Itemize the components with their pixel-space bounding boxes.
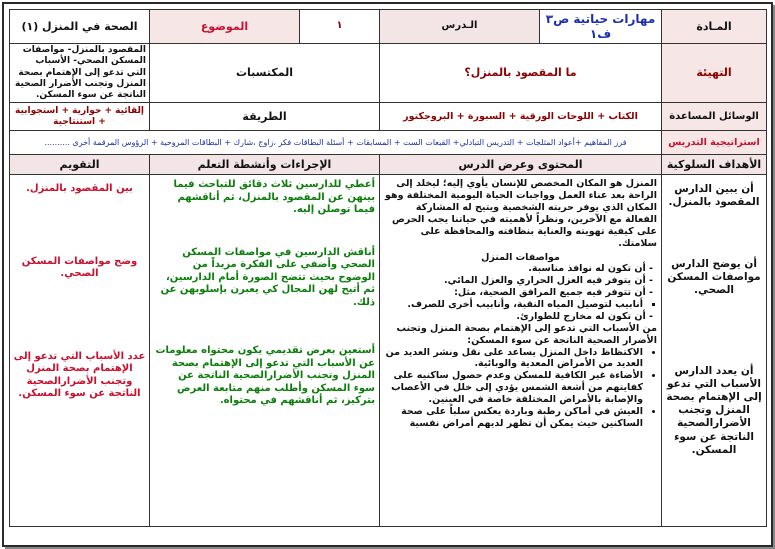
list-item: • الأضاءة غير الكافية للمسكن وعدم حصول ساكنيه على كفايتهم من أشعة الشمس يؤدي إلى خلل في الأعصاب والإصابة بالأمراض المختلفة خاصة في العينين. xyxy=(384,370,643,406)
facilities-list xyxy=(384,299,657,311)
topic-value: الصحة في المنزل (١) xyxy=(10,10,150,44)
strategy-label: استراتيجية التدريس xyxy=(662,131,767,155)
subject-value: مهارات حياتية ص٣ ف١ xyxy=(540,10,662,44)
objective-3: أن يعدد الدارس الأسباب التي تدعو إلى الإهتمام بصحة المنزل وتجنب الأضرارالصحية الناتجة عن سوء المسكن. xyxy=(666,364,762,456)
intro-question: ما المقصود بالمنزل؟ xyxy=(380,44,662,103)
method-label: الطريقة xyxy=(150,103,380,131)
procedure-3: أستعين بعرض تقديمي يكون محتواه معلومات عن الأسباب التي تدعو إلى الإهتمام بصحة المنزل وتجنب الأضرارالصحية الناتجة عن سوء المسكن وأطلب منهم متابعة العرض بتركيز، ثم أناقشهم في محتواه. xyxy=(155,345,375,407)
list-item: - أن تتوفر فيه جميع المرافق الصحية، مثل: xyxy=(384,287,653,299)
col-objectives: الأهداف السلوكية xyxy=(662,155,767,175)
list-item: - أن تكون له مخارج للطوارئ. xyxy=(384,311,653,323)
evaluation-3: عدد الأسباب التي تدعو إلى الإهتمام بصحة المنزل وتجنب الأضرارالصحية الناتجة عن سوء المسكن. xyxy=(13,350,146,400)
subject-label: المـادة xyxy=(662,10,767,44)
specs-list xyxy=(384,263,657,299)
objective-2: أن يوضح الدارس مواصفات المسكن الصحي. xyxy=(667,257,761,296)
procedures-cell xyxy=(150,175,380,527)
reasons-title: من الأسباب التي تدعو إلى الإهتمام بصحة المنزل وتجنب الأضرار الصحية الناتجة عن سوء المسكن: xyxy=(396,322,657,346)
method-value: إلقائية + حوارية + استجوابية + استنتاجية xyxy=(10,103,150,131)
outcomes-value: المقصود بالمنزل- مواصفات المسكن الصحي- الأسباب التي تدعو إلى الإهتمام بصحة المنزل وتجنب الأضرار الصحية الناتجة عن سوء المسكن. xyxy=(10,44,150,103)
content-intro: المنزل هو المكان المخصص للإنسان يأوي إليه؛ ليخلد إلى الراحة بعد عناء العمل وواجبات الحياة اليومية المختلفة وهو المكان الذي يوفر حريته الشخصية ويتيح له المشاركة الفعالة مع الآخرين، ونظراً لأهميته في حياتنا يجب الحرص على كيفية تهويته والعناية بنظافته والمحافظة على سلامتك. xyxy=(385,178,657,249)
evaluation-1: بين المقصود بالمنزل. xyxy=(26,183,133,195)
list-item: • الاكتظاظ داخل المنزل يساعد على نقل ونشر العديد من العديد من الأمراض المعدية والوبائية. xyxy=(384,347,643,371)
specs-list-last xyxy=(384,311,657,323)
procedure-2: أناقش الدارسين في مواصفات المسكن الصحي وأضفي على الفكرة مزيداً من الوضوح بحيث تتضح الصورة أمام الدارسين، ثم أتيح لهن المجال كي يعبرن بإسلوبهن عن ذلك. xyxy=(160,246,375,308)
objectives-cell xyxy=(662,175,767,527)
intro-label: التهيئة xyxy=(662,44,767,103)
procedure-1: أعطي للدارسين ثلاث دقائق للتباحث فيما بينهن عن المقصود بالمنزل، ثم أناقشهم فيما توصلن إليه. xyxy=(173,179,375,216)
evaluation-cell xyxy=(10,175,150,527)
lesson-label: الـدرس xyxy=(380,10,540,44)
col-content: المحتوى وعرض الدرس xyxy=(380,155,662,175)
list-item: • العيش في أماكن رطبة وباردة يعكس سلباً على صحة الساكنين حيث يمكن أن تظهر لديهم أمراض نفسية xyxy=(384,406,643,430)
col-procedures: الإجراءات وأنشطة التعلم xyxy=(150,155,380,175)
lesson-number: ١ xyxy=(300,10,380,44)
outcomes-label: المكتسبات xyxy=(150,44,380,103)
lesson-plan-table xyxy=(9,9,767,527)
content-cell xyxy=(380,175,662,527)
reasons-list xyxy=(384,347,657,430)
list-item: ▪ أنابيب لتوصيل المياه النقية، وأنابيب أخرى للصرف. xyxy=(384,299,643,311)
list-item: - أن تكون له نوافذ مناسبة. xyxy=(384,263,653,275)
col-evaluation: التقويم xyxy=(10,155,150,175)
aids-value: الكتاب + اللوحات الورقية + السبورة + البروجكتور xyxy=(380,103,662,131)
lesson-plan-frame xyxy=(2,2,773,547)
strategy-value: فرز المفاهيم +أعواد المثلجات + التدريس التبادلي+ القبعات الست + المسابقات + أسئلة البطاقات فكر ،زاوج ،شارك + البطاقات المروحية + الرؤوس المرقمة أخرى .......... xyxy=(10,131,662,155)
objective-1: أن يبين الدارس المقصود بالمنزل. xyxy=(668,183,760,209)
topic-label: الموضوع xyxy=(150,10,300,44)
list-item: - أن يتوفر فيه العزل الحراري والعزل المائي. xyxy=(384,275,653,287)
specs-title: مواصفات المنزل xyxy=(481,251,560,263)
evaluation-2: وضح مواصفات المسكن الصحي. xyxy=(21,255,138,280)
aids-label: الوسائل المساعدة xyxy=(662,103,767,131)
